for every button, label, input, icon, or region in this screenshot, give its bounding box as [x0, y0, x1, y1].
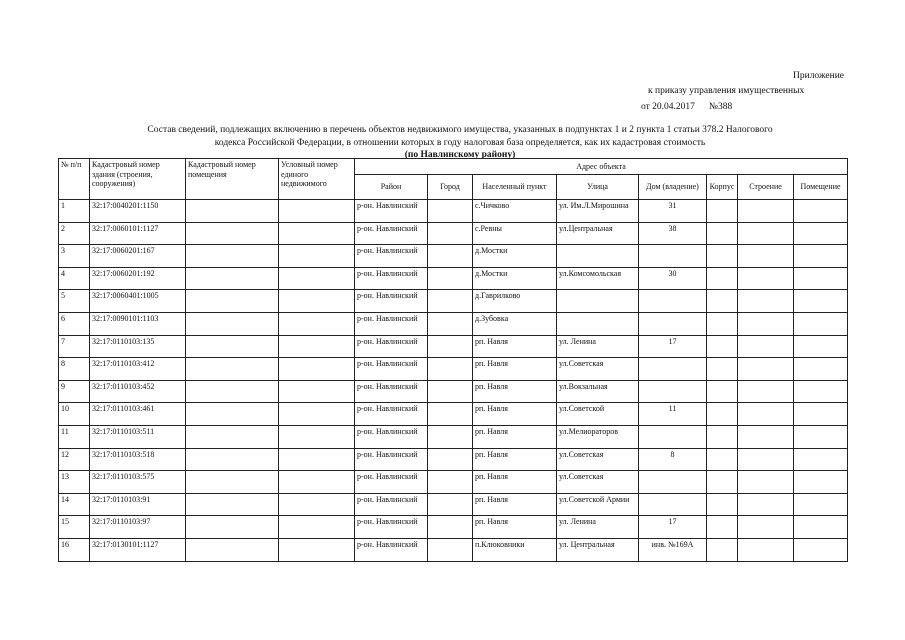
row-settlement: д.Мостки [473, 267, 557, 290]
row-num: 9 [59, 380, 90, 403]
row-num: 4 [59, 267, 90, 290]
header-settlement: Населенный пункт [473, 175, 557, 200]
row-city [428, 222, 473, 245]
row-house [639, 245, 707, 268]
row-num: 10 [59, 403, 90, 426]
table-row [59, 245, 848, 268]
table-row [59, 403, 848, 426]
row-city [428, 448, 473, 471]
row-building [738, 245, 794, 268]
row-house [639, 493, 707, 516]
row-korpus [707, 358, 738, 381]
appendix-order-line: к приказу управления имущественных [648, 86, 805, 96]
row-building [738, 267, 794, 290]
row-room [794, 403, 848, 426]
row-building-cadastral: 32:17:0130101:1127 [90, 538, 186, 561]
row-room-cadastral [186, 267, 279, 290]
row-street: ул.Советская [557, 448, 639, 471]
row-building [738, 290, 794, 313]
row-city [428, 335, 473, 358]
row-district: р-он. Навлинский [355, 380, 428, 403]
row-building [738, 493, 794, 516]
row-num: 14 [59, 493, 90, 516]
row-city [428, 312, 473, 335]
row-building-cadastral: 32:17:0060101:1127 [90, 222, 186, 245]
table-row [59, 516, 848, 539]
row-district: р-он. Навлинский [355, 403, 428, 426]
row-building [738, 471, 794, 494]
row-room [794, 448, 848, 471]
row-house [639, 358, 707, 381]
heading-line-1: Состав сведений, подлежащих включению в перечень объектов недвижимого имущества, указанных в подпунктах 1 и 2 пункта 1 статьи 378.2 Налогового [147, 125, 773, 135]
table-row [59, 222, 848, 245]
row-num: 16 [59, 538, 90, 561]
row-street: ул.Комсомольская [557, 267, 639, 290]
row-num: 3 [59, 245, 90, 268]
row-city [428, 516, 473, 539]
row-building [738, 222, 794, 245]
row-conditional-number [279, 471, 355, 494]
row-korpus [707, 425, 738, 448]
row-building [738, 380, 794, 403]
row-conditional-number [279, 448, 355, 471]
row-city [428, 403, 473, 426]
row-room-cadastral [186, 380, 279, 403]
row-room-cadastral [186, 538, 279, 561]
row-street: ул.Советской Армии [557, 493, 639, 516]
row-building [738, 200, 794, 223]
header-num: № п/п [59, 159, 90, 200]
row-city [428, 380, 473, 403]
row-street: ул.Советской [557, 403, 639, 426]
row-conditional-number [279, 335, 355, 358]
row-conditional-number [279, 516, 355, 539]
row-building-cadastral: 32:17:0060401:1005 [90, 290, 186, 313]
row-district: р-он. Навлинский [355, 493, 428, 516]
row-district: р-он. Навлинский [355, 245, 428, 268]
table-row [59, 335, 848, 358]
row-room [794, 335, 848, 358]
row-building-cadastral: 32:17:0090101:1103 [90, 312, 186, 335]
header-street: Улица [557, 175, 639, 200]
row-conditional-number [279, 493, 355, 516]
table-row [59, 493, 848, 516]
row-room-cadastral [186, 516, 279, 539]
row-building-cadastral: 32:17:0060201:192 [90, 267, 186, 290]
table-row [59, 358, 848, 381]
table-row [59, 471, 848, 494]
row-korpus [707, 245, 738, 268]
row-settlement: рп. Навля [473, 380, 557, 403]
table-row [59, 290, 848, 313]
row-street: ул. Центральная [557, 538, 639, 561]
row-street: ул. Им.Л.Мирошина [557, 200, 639, 223]
row-korpus [707, 267, 738, 290]
row-city [428, 425, 473, 448]
row-house: 17 [639, 516, 707, 539]
row-street: ул. Ленина [557, 335, 639, 358]
property-table [58, 158, 848, 562]
row-building-cadastral: 32:17:0110103:511 [90, 425, 186, 448]
row-num: 13 [59, 471, 90, 494]
table-row [59, 200, 848, 223]
row-district: р-он. Навлинский [355, 516, 428, 539]
heading-subtitle: (по Навлинскому району) [404, 150, 516, 160]
header-building: Строение [738, 175, 794, 200]
row-house: 31 [639, 200, 707, 223]
row-korpus [707, 335, 738, 358]
row-building [738, 358, 794, 381]
row-building-cadastral: 32:17:0110103:461 [90, 403, 186, 426]
row-num: 8 [59, 358, 90, 381]
row-street [557, 290, 639, 313]
row-num: 1 [59, 200, 90, 223]
row-settlement: рп. Навля [473, 335, 557, 358]
row-num: 11 [59, 425, 90, 448]
header-district: Район [355, 175, 428, 200]
row-korpus [707, 403, 738, 426]
row-district: р-он. Навлинский [355, 448, 428, 471]
row-street: ул. Ленина [557, 516, 639, 539]
row-room [794, 516, 848, 539]
row-district: р-он. Навлинский [355, 471, 428, 494]
row-room-cadastral [186, 222, 279, 245]
row-district: р-он. Навлинский [355, 312, 428, 335]
document-heading [120, 124, 800, 162]
table-row [59, 312, 848, 335]
row-conditional-number [279, 267, 355, 290]
row-building-cadastral: 32:17:0040201:1150 [90, 200, 186, 223]
row-house: 30 [639, 267, 707, 290]
row-district: р-он. Навлинский [355, 358, 428, 381]
row-house [639, 312, 707, 335]
row-city [428, 290, 473, 313]
row-building-cadastral: 32:17:0110103:135 [90, 335, 186, 358]
row-room-cadastral [186, 403, 279, 426]
row-korpus [707, 448, 738, 471]
row-conditional-number [279, 245, 355, 268]
row-num: 6 [59, 312, 90, 335]
row-room [794, 493, 848, 516]
row-korpus [707, 290, 738, 313]
table-row [59, 448, 848, 471]
row-room [794, 471, 848, 494]
row-house [639, 290, 707, 313]
row-settlement: рп. Навля [473, 448, 557, 471]
row-street: ул.Советская [557, 358, 639, 381]
row-conditional-number [279, 380, 355, 403]
appendix-date-line [641, 102, 732, 112]
row-korpus [707, 380, 738, 403]
row-room [794, 245, 848, 268]
row-house [639, 380, 707, 403]
row-settlement: п.Клюковники [473, 538, 557, 561]
order-date: от 20.04.2017 [641, 102, 695, 112]
order-number: №388 [708, 102, 733, 112]
row-street: ул.Вокзальная [557, 380, 639, 403]
row-settlement: д.Зубовка [473, 312, 557, 335]
row-conditional-number [279, 358, 355, 381]
row-building-cadastral: 32:17:0110103:452 [90, 380, 186, 403]
row-num: 15 [59, 516, 90, 539]
row-street: ул.Мелиораторов [557, 425, 639, 448]
row-building-cadastral: 32:17:0110103:97 [90, 516, 186, 539]
row-building [738, 425, 794, 448]
row-korpus [707, 222, 738, 245]
row-district: р-он. Навлинский [355, 290, 428, 313]
row-conditional-number [279, 425, 355, 448]
table-body [59, 200, 848, 562]
header-house: Дом (владение) [639, 175, 707, 200]
row-num: 7 [59, 335, 90, 358]
row-num: 2 [59, 222, 90, 245]
row-room-cadastral [186, 471, 279, 494]
row-settlement: с.Чичково [473, 200, 557, 223]
row-room [794, 267, 848, 290]
row-settlement: рп. Навля [473, 358, 557, 381]
row-district: р-он. Навлинский [355, 538, 428, 561]
row-korpus [707, 471, 738, 494]
row-room-cadastral [186, 290, 279, 313]
row-room-cadastral [186, 448, 279, 471]
row-room-cadastral [186, 312, 279, 335]
row-num: 5 [59, 290, 90, 313]
row-room-cadastral [186, 493, 279, 516]
row-building-cadastral: 32:17:0110103:518 [90, 448, 186, 471]
header-building-cadastral: Кадастровый номер здания (строения, сооружения) [90, 159, 186, 200]
row-city [428, 358, 473, 381]
appendix-title: Приложение [793, 71, 844, 81]
row-building-cadastral: 32:17:0110103:91 [90, 493, 186, 516]
header-room-cadastral: Кадастровый номер помещения [186, 159, 279, 200]
row-building-cadastral: 32:17:0060201:167 [90, 245, 186, 268]
row-conditional-number [279, 538, 355, 561]
row-city [428, 245, 473, 268]
header-address: Адрес объекта [355, 159, 848, 175]
row-street: ул.Центральная [557, 222, 639, 245]
row-room [794, 222, 848, 245]
row-house [639, 471, 707, 494]
row-conditional-number [279, 222, 355, 245]
row-street [557, 245, 639, 268]
header-room: Помещение [794, 175, 848, 200]
heading-line-2: кодекса Российской Федерации, в отношении которых в году налоговая база определяется, как их кадастровая стоимость [214, 137, 706, 148]
table-row [59, 538, 848, 561]
row-city [428, 267, 473, 290]
header-conditional-number: Условный номер единого недвижимого [279, 159, 355, 200]
row-city [428, 200, 473, 223]
row-conditional-number [279, 200, 355, 223]
row-building [738, 516, 794, 539]
row-district: р-он. Навлинский [355, 200, 428, 223]
row-korpus [707, 312, 738, 335]
row-room [794, 290, 848, 313]
row-settlement: рп. Навля [473, 471, 557, 494]
row-district: р-он. Навлинский [355, 335, 428, 358]
row-house: инв. №169А [639, 538, 707, 561]
table-row [59, 267, 848, 290]
row-settlement: д.Гаврилково [473, 290, 557, 313]
row-room-cadastral [186, 335, 279, 358]
row-building [738, 335, 794, 358]
row-room-cadastral [186, 358, 279, 381]
row-house: 11 [639, 403, 707, 426]
row-num: 12 [59, 448, 90, 471]
row-korpus [707, 200, 738, 223]
row-settlement: с.Ревны [473, 222, 557, 245]
row-building-cadastral: 32:17:0110103:412 [90, 358, 186, 381]
row-district: р-он. Навлинский [355, 222, 428, 245]
row-city [428, 471, 473, 494]
row-house: 38 [639, 222, 707, 245]
row-room [794, 312, 848, 335]
row-room [794, 538, 848, 561]
row-korpus [707, 538, 738, 561]
row-city [428, 493, 473, 516]
row-korpus [707, 493, 738, 516]
row-settlement: рп. Навля [473, 493, 557, 516]
table-row [59, 380, 848, 403]
row-district: р-он. Навлинский [355, 267, 428, 290]
row-room-cadastral [186, 200, 279, 223]
row-house: 17 [639, 335, 707, 358]
row-building-cadastral: 32:17:0110103:575 [90, 471, 186, 494]
header-city: Город [428, 175, 473, 200]
row-conditional-number [279, 290, 355, 313]
row-house [639, 425, 707, 448]
row-korpus [707, 516, 738, 539]
row-room-cadastral [186, 425, 279, 448]
row-street [557, 312, 639, 335]
row-room [794, 200, 848, 223]
header-korpus: Корпус [707, 175, 738, 200]
row-city [428, 538, 473, 561]
row-building [738, 312, 794, 335]
row-room [794, 425, 848, 448]
row-room-cadastral [186, 245, 279, 268]
row-room [794, 358, 848, 381]
row-building [738, 538, 794, 561]
row-street: ул.Советская [557, 471, 639, 494]
row-conditional-number [279, 312, 355, 335]
row-conditional-number [279, 403, 355, 426]
row-settlement: рп. Навля [473, 403, 557, 426]
row-room [794, 380, 848, 403]
row-building [738, 403, 794, 426]
table-row [59, 425, 848, 448]
row-district: р-он. Навлинский [355, 425, 428, 448]
row-settlement: д.Мостки [473, 245, 557, 268]
row-house: 8 [639, 448, 707, 471]
row-settlement: рп. Навля [473, 516, 557, 539]
row-building [738, 448, 794, 471]
row-settlement: рп. Навля [473, 425, 557, 448]
